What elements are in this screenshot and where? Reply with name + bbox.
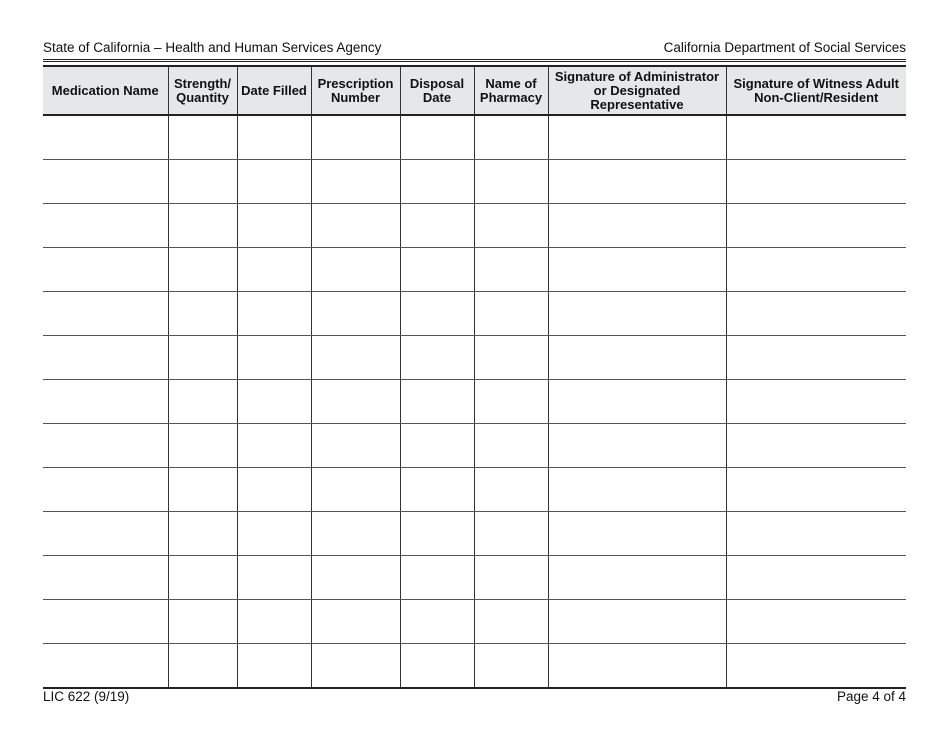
table-row: [43, 248, 906, 292]
administrator-signature-cell[interactable]: [548, 424, 726, 468]
strength-quantity-cell[interactable]: [168, 115, 237, 160]
prescription-number-cell[interactable]: [311, 204, 400, 248]
administrator-signature-cell[interactable]: [548, 292, 726, 336]
medication-name-cell[interactable]: [43, 424, 168, 468]
administrator-signature-cell[interactable]: [548, 204, 726, 248]
pharmacy-name-cell[interactable]: [474, 468, 548, 512]
witness-signature-cell[interactable]: [726, 336, 906, 380]
disposal-date-cell[interactable]: [400, 600, 474, 644]
administrator-signature-cell[interactable]: [548, 115, 726, 160]
witness-signature-cell[interactable]: [726, 292, 906, 336]
strength-quantity-cell[interactable]: [168, 556, 237, 600]
date-filled-cell[interactable]: [237, 644, 311, 689]
witness-signature-cell[interactable]: [726, 468, 906, 512]
date-filled-cell[interactable]: [237, 556, 311, 600]
pharmacy-name-cell[interactable]: [474, 512, 548, 556]
strength-quantity-cell[interactable]: [168, 292, 237, 336]
pharmacy-name-cell[interactable]: [474, 336, 548, 380]
pharmacy-name-cell[interactable]: [474, 115, 548, 160]
medication-name-cell[interactable]: [43, 204, 168, 248]
administrator-signature-cell[interactable]: [548, 336, 726, 380]
strength-quantity-cell[interactable]: [168, 644, 237, 689]
date-filled-cell[interactable]: [237, 336, 311, 380]
date-filled-cell[interactable]: [237, 600, 311, 644]
prescription-number-cell[interactable]: [311, 248, 400, 292]
pharmacy-name-cell[interactable]: [474, 204, 548, 248]
administrator-signature-cell[interactable]: [548, 512, 726, 556]
witness-signature-cell[interactable]: [726, 424, 906, 468]
witness-signature-cell[interactable]: [726, 248, 906, 292]
strength-quantity-cell[interactable]: [168, 468, 237, 512]
prescription-number-cell[interactable]: [311, 380, 400, 424]
strength-quantity-cell[interactable]: [168, 380, 237, 424]
prescription-number-cell[interactable]: [311, 424, 400, 468]
prescription-number-cell[interactable]: [311, 556, 400, 600]
table-row: [43, 380, 906, 424]
disposal-date-cell[interactable]: [400, 204, 474, 248]
witness-signature-cell[interactable]: [726, 380, 906, 424]
medication-disposal-table: [43, 65, 906, 689]
prescription-number-cell[interactable]: [311, 512, 400, 556]
medication-name-cell[interactable]: [43, 600, 168, 644]
date-filled-cell[interactable]: [237, 292, 311, 336]
disposal-date-cell[interactable]: [400, 160, 474, 204]
prescription-number-cell[interactable]: [311, 160, 400, 204]
page-number: Page 4 of 4: [836, 689, 906, 704]
disposal-date-cell[interactable]: [400, 292, 474, 336]
table-row: [43, 160, 906, 204]
prescription-number-cell[interactable]: [311, 600, 400, 644]
disposal-date-cell[interactable]: [400, 556, 474, 600]
medication-name-cell[interactable]: [43, 556, 168, 600]
column-header-administrator-signature: Signature of Administrator or Designated Representative: [548, 66, 726, 115]
table-row: [43, 115, 906, 160]
agency-header: State of California – Health and Human Services Agency: [43, 40, 382, 55]
disposal-date-cell[interactable]: [400, 248, 474, 292]
disposal-date-cell[interactable]: [400, 512, 474, 556]
table-row: [43, 336, 906, 380]
table-row: [43, 644, 906, 689]
administrator-signature-cell[interactable]: [548, 380, 726, 424]
column-header-strength-quantity: Strength/ Quantity: [168, 66, 237, 115]
column-header-medication-name: Medication Name: [43, 66, 168, 115]
medication-name-cell[interactable]: [43, 248, 168, 292]
medication-name-cell[interactable]: [43, 336, 168, 380]
prescription-number-cell[interactable]: [311, 115, 400, 160]
pharmacy-name-cell[interactable]: [474, 600, 548, 644]
date-filled-cell[interactable]: [237, 248, 311, 292]
medication-name-cell[interactable]: [43, 115, 168, 160]
medication-name-cell[interactable]: [43, 292, 168, 336]
date-filled-cell[interactable]: [237, 115, 311, 160]
table-row: [43, 292, 906, 336]
strength-quantity-cell[interactable]: [168, 600, 237, 644]
prescription-number-cell[interactable]: [311, 644, 400, 689]
disposal-date-cell[interactable]: [400, 380, 474, 424]
disposal-date-cell[interactable]: [400, 424, 474, 468]
disposal-date-cell[interactable]: [400, 115, 474, 160]
strength-quantity-cell[interactable]: [168, 424, 237, 468]
table-row: [43, 468, 906, 512]
prescription-number-cell[interactable]: [311, 336, 400, 380]
witness-signature-cell[interactable]: [726, 512, 906, 556]
pharmacy-name-cell[interactable]: [474, 248, 548, 292]
strength-quantity-cell[interactable]: [168, 160, 237, 204]
form-id: LIC 622 (9/19): [43, 689, 130, 704]
administrator-signature-cell[interactable]: [548, 160, 726, 204]
column-header-disposal-date: Disposal Date: [400, 66, 474, 115]
pharmacy-name-cell[interactable]: [474, 292, 548, 336]
date-filled-cell[interactable]: [237, 468, 311, 512]
date-filled-cell[interactable]: [237, 424, 311, 468]
date-filled-cell[interactable]: [237, 204, 311, 248]
pharmacy-name-cell[interactable]: [474, 556, 548, 600]
date-filled-cell[interactable]: [237, 160, 311, 204]
strength-quantity-cell[interactable]: [168, 248, 237, 292]
strength-quantity-cell[interactable]: [168, 204, 237, 248]
column-header-witness-signature: Signature of Witness Adult Non-Client/Resident: [726, 66, 906, 115]
table-row: [43, 512, 906, 556]
pharmacy-name-cell[interactable]: [474, 644, 548, 689]
prescription-number-cell[interactable]: [311, 292, 400, 336]
strength-quantity-cell[interactable]: [168, 336, 237, 380]
prescription-number-cell[interactable]: [311, 468, 400, 512]
medication-name-cell[interactable]: [43, 468, 168, 512]
medication-name-cell[interactable]: [43, 512, 168, 556]
table-header-row: [43, 66, 906, 115]
department-header: California Department of Social Services: [663, 40, 906, 55]
table-body: [43, 115, 906, 688]
column-header-pharmacy-name: Name of Pharmacy: [474, 66, 548, 115]
witness-signature-cell[interactable]: [726, 556, 906, 600]
disposal-date-cell[interactable]: [400, 336, 474, 380]
table-row: [43, 556, 906, 600]
disposal-date-cell[interactable]: [400, 644, 474, 689]
witness-signature-cell[interactable]: [726, 204, 906, 248]
pharmacy-name-cell[interactable]: [474, 160, 548, 204]
table-row: [43, 424, 906, 468]
table-row: [43, 204, 906, 248]
header-divider: [43, 59, 906, 62]
witness-signature-cell[interactable]: [726, 644, 906, 689]
witness-signature-cell[interactable]: [726, 115, 906, 160]
administrator-signature-cell[interactable]: [548, 556, 726, 600]
table-row: [43, 600, 906, 644]
medication-name-cell[interactable]: [43, 160, 168, 204]
date-filled-cell[interactable]: [237, 380, 311, 424]
date-filled-cell[interactable]: [237, 512, 311, 556]
column-header-date-filled: Date Filled: [237, 66, 311, 115]
pharmacy-name-cell[interactable]: [474, 380, 548, 424]
administrator-signature-cell[interactable]: [548, 468, 726, 512]
witness-signature-cell[interactable]: [726, 160, 906, 204]
strength-quantity-cell[interactable]: [168, 512, 237, 556]
pharmacy-name-cell[interactable]: [474, 424, 548, 468]
administrator-signature-cell[interactable]: [548, 248, 726, 292]
administrator-signature-cell[interactable]: [548, 644, 726, 689]
witness-signature-cell[interactable]: [726, 600, 906, 644]
disposal-date-cell[interactable]: [400, 468, 474, 512]
medication-name-cell[interactable]: [43, 380, 168, 424]
medication-name-cell[interactable]: [43, 644, 168, 689]
column-header-prescription-number: Prescription Number: [311, 66, 400, 115]
administrator-signature-cell[interactable]: [548, 600, 726, 644]
